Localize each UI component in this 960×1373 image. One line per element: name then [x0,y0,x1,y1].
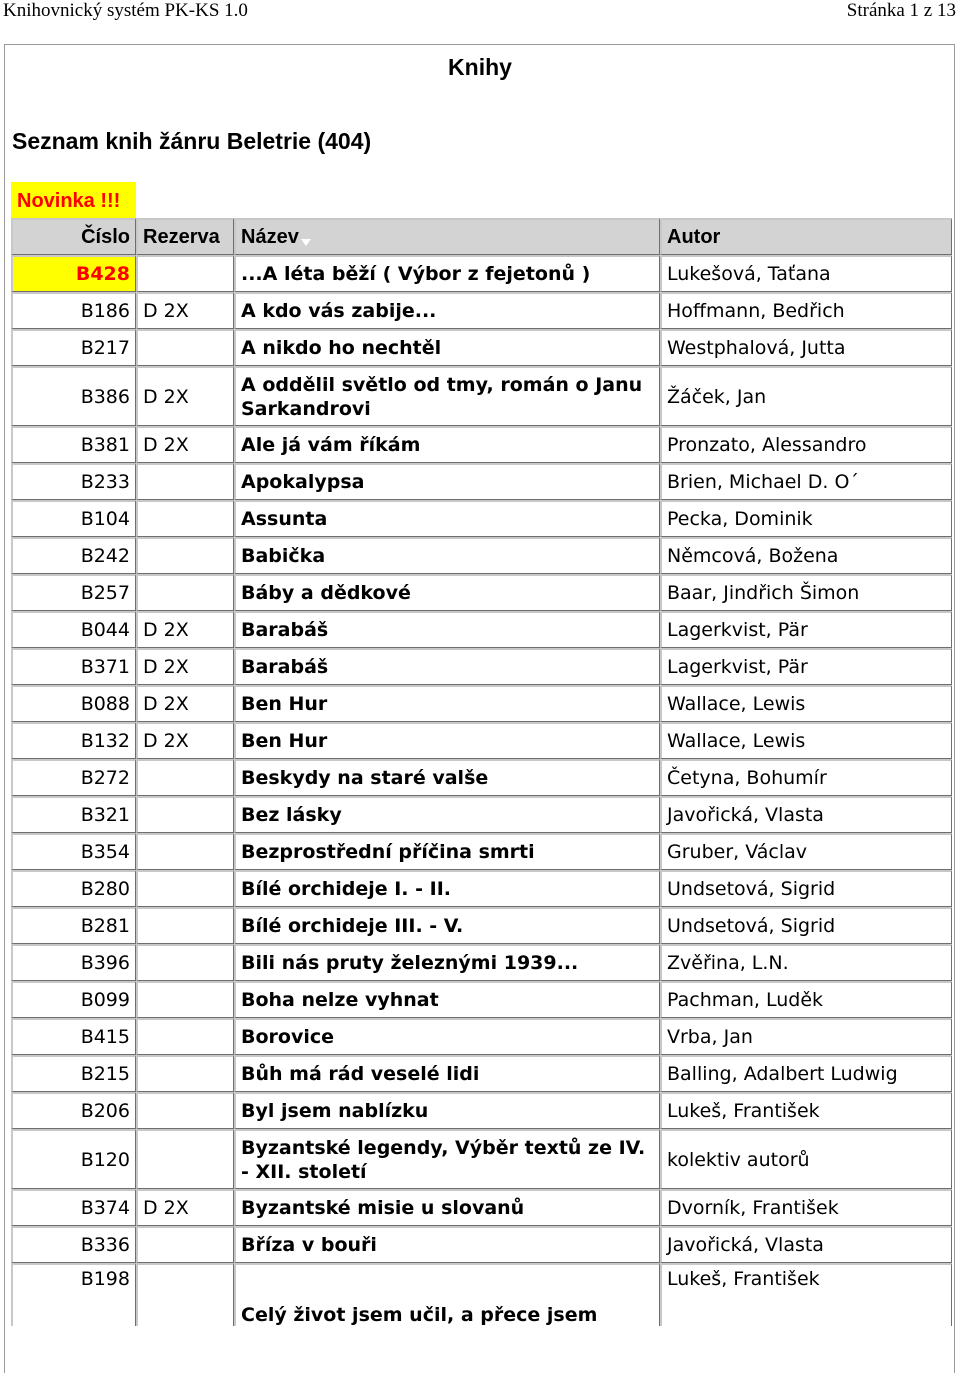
code-cell: B217 [11,329,136,366]
code-cell: B386 [11,366,136,426]
table-row [11,759,952,796]
table-row [11,255,952,292]
reserve-cell [136,255,234,292]
list-subtitle: Seznam knih žánru Beletrie (404) [12,128,372,154]
code-cell: B321 [11,796,136,833]
author-cell: Lagerkvist, Pär [660,611,952,648]
code-cell: B336 [11,1226,136,1263]
title-cell: Borovice [234,1018,660,1055]
title-cell: Apokalypsa [234,463,660,500]
table-row [11,366,952,426]
author-cell: Brien, Michael D. O´ [660,463,952,500]
table-row [11,833,952,870]
title-cell: Babička [234,537,660,574]
code-cell: B120 [11,1129,136,1189]
books-table [11,218,952,1326]
page-header [0,0,960,24]
column-header-code[interactable]: Číslo [11,218,136,255]
author-cell: Žáček, Jan [660,366,952,426]
title-cell: Beskydy na staré valše [234,759,660,796]
reserve-cell [136,1263,234,1326]
title-cell: Boha nelze vyhnat [234,981,660,1018]
reserve-cell [136,907,234,944]
author-cell: Wallace, Lewis [660,722,952,759]
reserve-cell: D 2X [136,366,234,426]
reserve-cell: D 2X [136,1189,234,1226]
table-row [11,1018,952,1055]
table-row [11,1189,952,1226]
reserve-cell [136,759,234,796]
author-cell: Balling, Adalbert Ludwig [660,1055,952,1092]
reserve-cell: D 2X [136,648,234,685]
reserve-cell: D 2X [136,426,234,463]
title-cell: Bříza v bouři [234,1226,660,1263]
reserve-cell [136,500,234,537]
reserve-cell [136,1018,234,1055]
author-cell: kolektiv autorů [660,1129,952,1189]
reserve-cell [136,981,234,1018]
author-cell: Hoffmann, Bedřich [660,292,952,329]
code-cell: B044 [11,611,136,648]
title-cell: Bílé orchideje I. - II. [234,870,660,907]
code-cell: B186 [11,292,136,329]
code-cell: B099 [11,981,136,1018]
sort-desc-icon[interactable] [301,239,311,246]
column-header-author[interactable]: Autor [660,218,952,255]
title-cell: Ben Hur [234,685,660,722]
table-row [11,463,952,500]
table-row [11,1055,952,1092]
table-row [11,292,952,329]
title-cell: A oddělil světlo od tmy, román o Janu Sarkandrovi [234,366,660,426]
author-cell: Lukeš, František [660,1263,952,1326]
table-row [11,722,952,759]
table-row [11,1129,952,1189]
table-row [11,648,952,685]
table-row [11,574,952,611]
author-cell: Četyna, Bohumír [660,759,952,796]
table-row [11,870,952,907]
table-row [11,1263,952,1326]
title-cell: Byl jsem nablízku [234,1092,660,1129]
page-title: Knihy [448,54,512,80]
author-cell: Javořická, Vlasta [660,1226,952,1263]
title-cell: Ben Hur [234,722,660,759]
code-cell: B088 [11,685,136,722]
code-cell: B257 [11,574,136,611]
code-cell: B198 [11,1263,136,1326]
reserve-cell [136,1226,234,1263]
title-cell: Byzantské misie u slovanů [234,1189,660,1226]
title-cell: Bez lásky [234,796,660,833]
author-cell: Zvěřina, L.N. [660,944,952,981]
reserve-cell: D 2X [136,685,234,722]
code-cell: B215 [11,1055,136,1092]
table-row [11,1226,952,1263]
table-row [11,981,952,1018]
code-cell: B374 [11,1189,136,1226]
new-item-legend: Novinka !!! [11,182,136,220]
reserve-cell: D 2X [136,292,234,329]
author-cell: Pachman, Luděk [660,981,952,1018]
code-cell: B242 [11,537,136,574]
author-cell: Němcová, Božena [660,537,952,574]
code-cell: B415 [11,1018,136,1055]
table-row [11,796,952,833]
title-cell: Bůh má rád veselé lidi [234,1055,660,1092]
author-cell: Lukeš, František [660,1092,952,1129]
author-cell: Vrba, Jan [660,1018,952,1055]
reserve-cell [136,537,234,574]
title-cell: Barabáš [234,648,660,685]
author-cell: Gruber, Václav [660,833,952,870]
code-cell: B371 [11,648,136,685]
title-cell: Byzantské legendy, Výběr textů ze IV. - XII. století [234,1129,660,1189]
author-cell: Westphalová, Jutta [660,329,952,366]
code-cell: B272 [11,759,136,796]
title-cell: A nikdo ho nechtěl [234,329,660,366]
reserve-cell [136,833,234,870]
code-cell: B280 [11,870,136,907]
table-row [11,1092,952,1129]
title-cell: ...A léta běží ( Výbor z fejetonů ) [234,255,660,292]
title-cell: Bílé orchideje III. - V. [234,907,660,944]
reserve-cell [136,944,234,981]
code-cell: B281 [11,907,136,944]
column-header-reserve[interactable]: Rezerva [136,218,234,255]
table-row [11,944,952,981]
table-row [11,685,952,722]
code-cell: B104 [11,500,136,537]
reserve-cell: D 2X [136,722,234,759]
title-cell: Báby a dědkové [234,574,660,611]
code-cell: B132 [11,722,136,759]
author-cell: Dvorník, František [660,1189,952,1226]
author-cell: Lukešová, Taťana [660,255,952,292]
table-row [11,907,952,944]
reserve-cell [136,329,234,366]
table-row [11,537,952,574]
table-row [11,611,952,648]
author-cell: Undsetová, Sigrid [660,870,952,907]
title-cell: Assunta [234,500,660,537]
reserve-cell [136,574,234,611]
author-cell: Pronzato, Alessandro [660,426,952,463]
title-cell: Bili nás pruty železnými 1939... [234,944,660,981]
code-cell: B428 [11,255,136,292]
reserve-cell [136,796,234,833]
title-cell: Ale já vám říkám [234,426,660,463]
reserve-cell [136,463,234,500]
author-cell: Lagerkvist, Pär [660,648,952,685]
author-cell: Javořická, Vlasta [660,796,952,833]
reserve-cell [136,1129,234,1189]
column-header-title[interactable]: Název [234,218,660,255]
table-row [11,500,952,537]
reserve-cell: D 2X [136,611,234,648]
code-cell: B233 [11,463,136,500]
table-row [11,426,952,463]
reserve-cell [136,1055,234,1092]
code-cell: B381 [11,426,136,463]
code-cell: B206 [11,1092,136,1129]
table-header-row [11,218,952,255]
reserve-cell [136,870,234,907]
code-cell: B396 [11,944,136,981]
author-cell: Wallace, Lewis [660,685,952,722]
page-indicator: Stránka 1 z 13 [846,0,956,21]
author-cell: Baar, Jindřich Šimon [660,574,952,611]
author-cell: Undsetová, Sigrid [660,907,952,944]
author-cell: Pecka, Dominik [660,500,952,537]
reserve-cell [136,1092,234,1129]
code-cell: B354 [11,833,136,870]
title-cell: A kdo vás zabije... [234,292,660,329]
title-cell: Celý život jsem učil, a přece jsem [234,1263,660,1326]
table-row [11,329,952,366]
title-cell: Barabáš [234,611,660,648]
title-cell: Bezprostřední příčina smrti [234,833,660,870]
app-title: Knihovnický systém PK-KS 1.0 [3,0,248,21]
